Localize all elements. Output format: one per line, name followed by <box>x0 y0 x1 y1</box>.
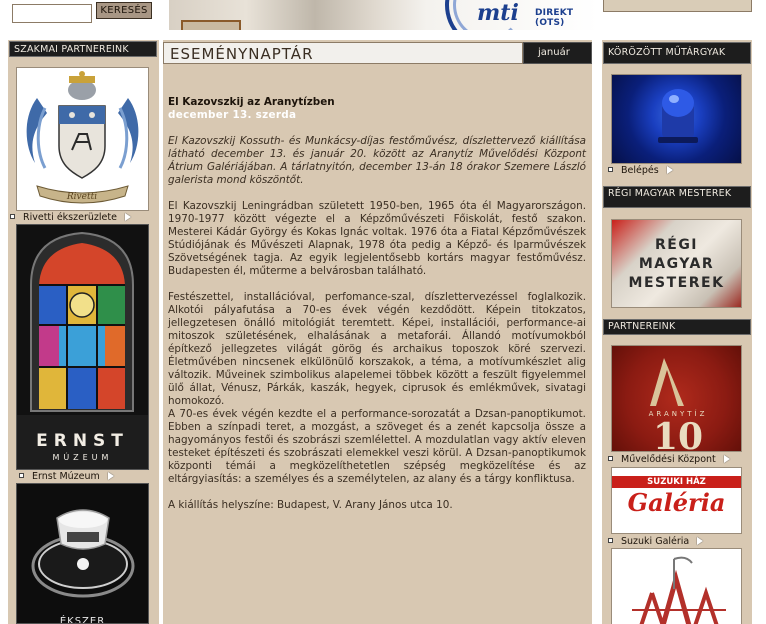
suzuki-gallery-image[interactable] <box>611 467 742 534</box>
top-bar <box>0 0 766 38</box>
old-masters-line-2: MAGYAR <box>638 256 715 272</box>
rivetti-link[interactable] <box>10 212 131 224</box>
stained-glass-window-icon <box>17 225 148 415</box>
suzuki-gallery-link-label: Suzuki Galéria <box>621 536 690 547</box>
article-paragraph-2: Festészettel, installációval, perfomance-szal, díszlettervezéssel foglalkozik. Alkotói pályafutása a 70-es évek végén kezdődött. Képein titokzatos, jellegzetesen önálló mitológiát teremtett. Képei, installációi, performance-ai mitoszok születésének, elhalásának a metaforái. Állandó motívumokból építkező jellegzetes világát görög és archaikus toposzok köré szervezi. Életművében nincsenek elkülönülő korszakok, a téma, a motívumkészlet alig változik. Műveinek szimbolikus alapelemei többek között a feszült figyelemmel ülő állat, Vénusz, Párkák, kaszák, hegyek, ciprusok és emlékművek, sivatagi homokozó. <box>168 291 586 407</box>
old-masters-line-3: MESTEREK <box>628 275 725 291</box>
mti-banner[interactable] <box>169 0 598 30</box>
enter-link[interactable] <box>608 165 673 177</box>
top-right-box <box>603 0 752 12</box>
ernst-museum-image[interactable] <box>16 224 149 470</box>
museum-title: ERNST <box>36 431 129 451</box>
right-edge-strip <box>756 40 766 624</box>
mti-direkt-text: DIREKT (OTS) <box>535 8 574 28</box>
partners-header: SZAKMAI PARTNEREINK <box>9 41 157 57</box>
arrow-right-icon <box>667 166 673 174</box>
article-paragraph-3: A 70-es évek végén kezdte el a performance-sorozatát a Dzsan-panoptikumot. Ebben a színpadi teret, a mozgást, a szöveget és a zenét kapcsolja össze a hagyományos festői és szobrászi szemlélettel. A mozdulatlan vagy aktív eleven testeket építészeti és szobrászati elemekkel veszi körül. A Dzsan-panoptikumok központi témái a megközelíthetetlen szépség megközelítése és az eltárgyiasítás: a személyes és a személytelen, az alany és a tárgy konfliktusa. <box>168 408 586 485</box>
suzuki-gallery-link[interactable] <box>608 536 703 548</box>
arrow-right-icon <box>125 213 131 221</box>
article-paragraph-1: El Kazovszkij Leningrádban született 1950-ben, 1965 óta él Magyarországon. 1970-1977 között végezte el a Képzőművészeti Főiskolát, festő szakon. Mesterei Kádár György és Kokas Ignác voltak. 1976 óta a Fiatal Képzőművészek Stúdiójának és Művészeti Alapnak, 1978 óta pedig a Képző- és Iparművészek Szövetségének tagja. Az egyik legjelentősebb kortárs magyar festőművész. Budapesten él, műterme a belvárosban található. <box>168 200 586 277</box>
bullet-icon <box>19 473 24 478</box>
cultural-center-link[interactable] <box>608 454 730 466</box>
jewelry-ad-image[interactable] <box>16 483 149 624</box>
cultural-center-link-label: Művelődési Központ <box>621 454 716 465</box>
coat-of-arms-icon <box>17 68 148 210</box>
main-content <box>163 40 592 624</box>
bullet-icon <box>608 456 613 461</box>
mti-logo-text: mti <box>477 0 519 26</box>
bullet-icon <box>608 538 613 543</box>
bullet-icon <box>608 167 613 172</box>
article-date: december 13. szerda <box>168 109 297 121</box>
blue-siren-icon <box>612 75 742 164</box>
rivetti-crest-image[interactable] <box>16 67 149 211</box>
article-lead: El Kazovszkij Kossuth- és Munkácsy-díjas festőművész, díszlettervező kiállítása látható december 13. és január 20. között az Aranytíz Művelődési Központ Átrium Galériájában. A tárlatnyitón, december 13-án 18 órakor Szemere László galerista mond köszöntőt. <box>168 135 586 186</box>
article-venue: A kiállítás helyszíne: Budapest, V. Arany János utca 10. <box>168 499 453 511</box>
bullet-icon <box>10 214 15 219</box>
old-masters-header: RÉGI MAGYAR MESTEREK <box>603 186 751 208</box>
partner-logo-icon <box>612 549 742 624</box>
jewelry-ring-icon <box>17 484 148 614</box>
ernst-museum-link-label: Ernst Múzeum <box>32 471 100 482</box>
aranytiz-image[interactable] <box>611 345 742 452</box>
right-sidebar <box>602 40 752 624</box>
old-masters-line-1: RÉGI <box>654 237 699 253</box>
museum-subtitle: MÚZEUM <box>52 453 113 462</box>
banner-picture-frame <box>181 20 241 30</box>
jewelry-label: ÉKSZER <box>59 616 106 624</box>
ernst-museum-link[interactable] <box>19 471 114 483</box>
our-partners-header: PARTNEREINK <box>603 319 751 335</box>
arrow-right-icon <box>697 537 703 545</box>
wanted-artworks-image[interactable] <box>611 74 742 164</box>
suzuki-galeria-label: Galéria <box>627 488 726 517</box>
old-masters-image[interactable] <box>611 219 742 308</box>
article-title: El Kazovszkij az Aranytízben <box>168 96 335 108</box>
old-masters-text <box>612 236 741 293</box>
partner-logo-image[interactable] <box>611 548 742 624</box>
aranytiz-text: ARANYTÍZ <box>648 410 708 418</box>
search-button[interactable]: KERESÉS <box>96 2 152 19</box>
arrow-right-icon <box>108 472 114 480</box>
rivetti-link-label: Rivetti ékszerüzlete <box>23 212 117 223</box>
crest-banner-text: Rivetti <box>66 192 98 202</box>
month-tab[interactable]: január <box>523 42 592 64</box>
suzuki-haz-label: SUZUKI HÁZ <box>612 476 741 488</box>
page-title: ESEMÉNYNAPTÁR <box>163 42 523 64</box>
enter-link-label: Belépés <box>621 165 659 176</box>
wanted-artworks-header: KÖRÖZÖTT MŰTÁRGYAK <box>603 42 751 64</box>
event-article <box>168 96 586 512</box>
aranytiz-logo-icon <box>612 346 742 452</box>
arrow-right-icon <box>724 455 730 463</box>
aranytiz-number: 10 <box>652 416 704 452</box>
left-sidebar <box>8 40 159 624</box>
search-input[interactable] <box>12 4 92 23</box>
